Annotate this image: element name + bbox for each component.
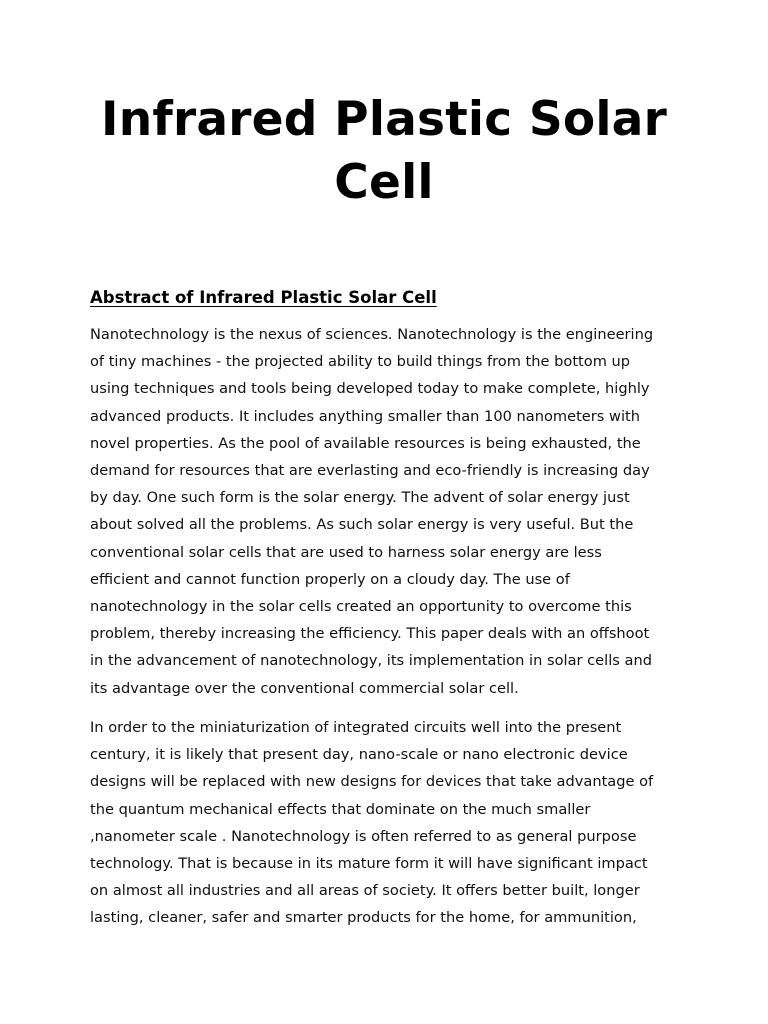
text-line: its advantage over the conventional commercial solar cell. (90, 679, 519, 697)
text-line: technology. That is because in its mature form it will have significant impact (90, 855, 648, 873)
title-line: Cell (334, 155, 434, 210)
text-line: using techniques and tools being developed today to make complete, highly (90, 380, 650, 398)
text-line: Nanotechnology is the nexus of sciences. Nanotechnology is the engineering (90, 326, 654, 343)
text-line: about solved all the problems. As such solar energy is very useful. But the (90, 516, 634, 534)
text-line: lasting, cleaner, safer and smarter products for the home, for ammunition, (90, 909, 637, 927)
section-heading: Abstract of Infrared Plastic Solar Cell (90, 288, 437, 307)
title-line: Infrared Plastic Solar (101, 92, 667, 147)
text-line: efficient and cannot function properly on a cloudy day. The use of (90, 570, 570, 588)
text-line: In order to the miniaturization of integrated circuits well into the present (90, 719, 622, 736)
text-line: by day. One such form is the solar energy. The advent of solar energy just (90, 489, 630, 507)
text-line: century, it is likely that present day, nano-scale or nano electronic device (90, 746, 628, 764)
text-line: conventional solar cells that are used to harness solar energy are less (90, 543, 602, 561)
text-line: problem, thereby increasing the efficiency. This paper deals with an offshoot (90, 625, 650, 643)
text-line: nanotechnology in the solar cells created an opportunity to overcome this (90, 598, 632, 616)
body-paragraph (90, 714, 690, 932)
text-line: advanced products. It includes anything smaller than 100 nanometers with (90, 407, 640, 425)
text-line: in the advancement of nanotechnology, its implementation in solar cells and (90, 652, 652, 670)
document-title (60, 88, 708, 214)
abstract-paragraph (90, 321, 690, 702)
text-line: ,nanometer scale . Nanotechnology is often referred to as general purpose (90, 827, 637, 845)
text-line: demand for resources that are everlasting and eco-friendly is increasing day (90, 462, 650, 480)
text-line: designs will be replaced with new designs for devices that take advantage of (90, 773, 654, 791)
text-line: of tiny machines - the projected ability to build things from the bottom up (90, 353, 631, 371)
text-line: the quantum mechanical effects that dominate on the much smaller (90, 800, 591, 818)
text-line: novel properties. As the pool of available resources is being exhausted, the (90, 434, 641, 452)
text-line: on almost all industries and all areas of society. It offers better built, longer (90, 882, 640, 900)
